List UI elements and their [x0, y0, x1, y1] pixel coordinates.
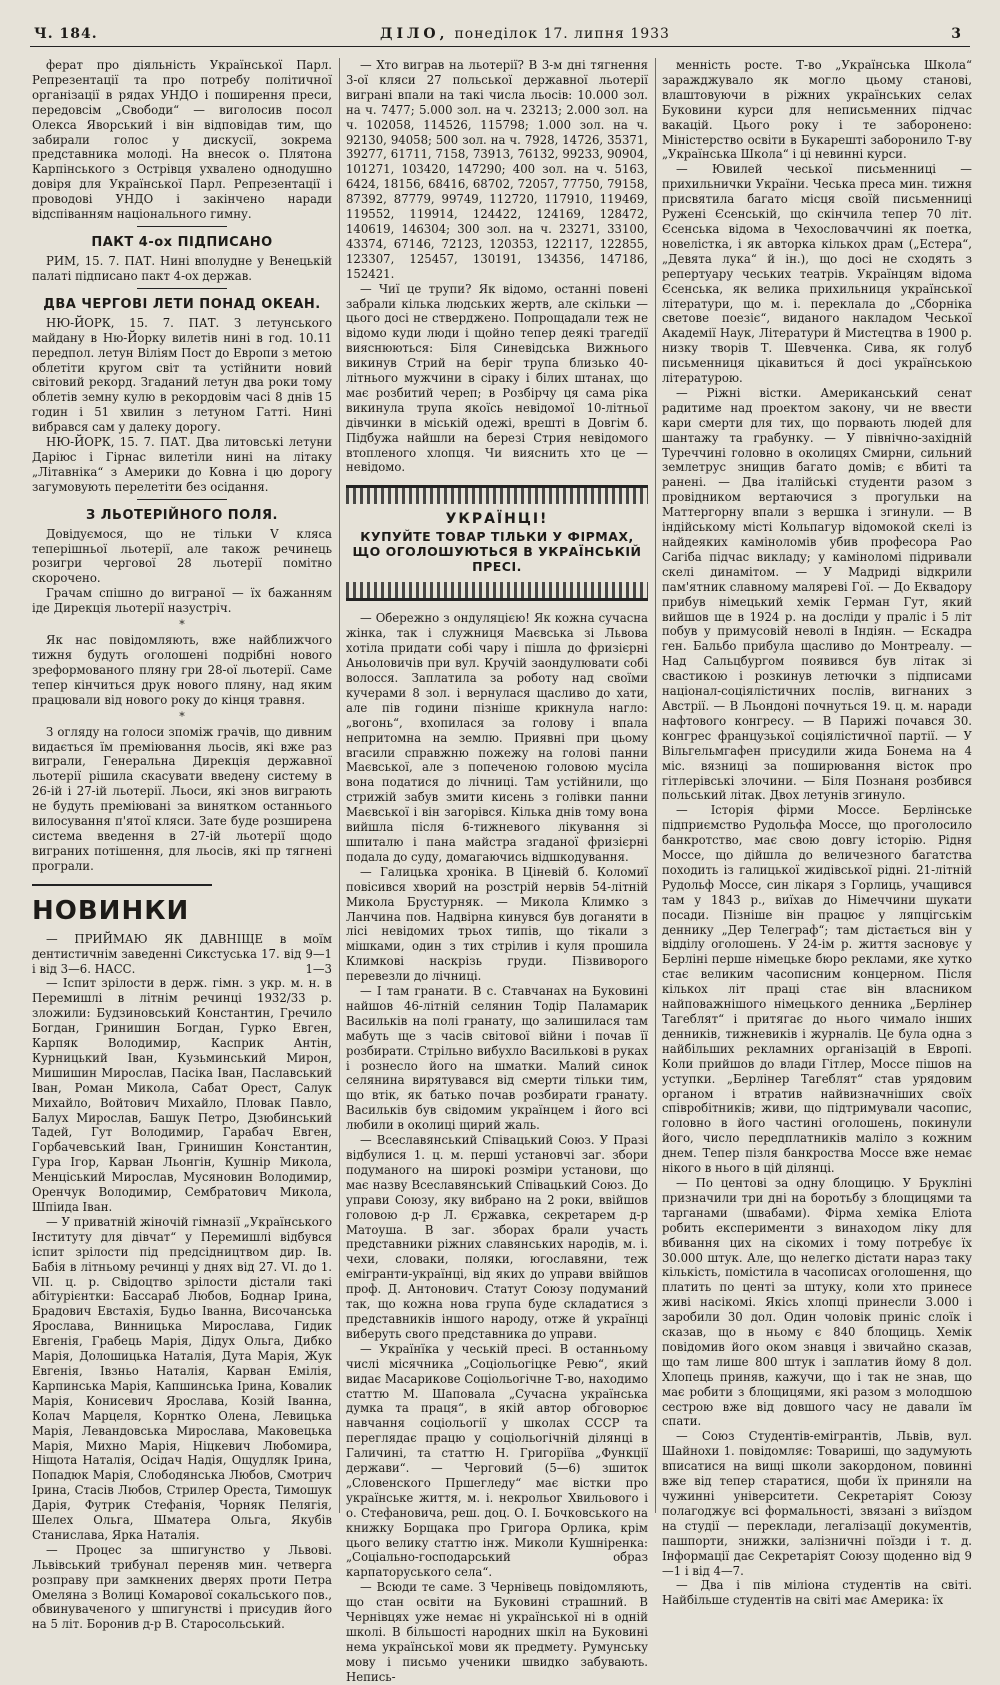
news-item: — Обережно з ондуляцією! Як кожна сучасна жінка, так і служниця Маєвська зі Львова хотіла придати собі чару і пішла до фризієрні Аньоловичів при вул. Кручій заондулювати собі волосся. Заплатила за роботу над своїми кучерами 8 зол. і вернулася щасливо до хати, але пів години пізніше крикнула нагло: „вогонь“, вхопилася за голову і впала непритомна на землю. Приявні при цьому вгасили справжню пожежу на голові панни Маєвської, але з попеченою головою мусіла вона податися до лічниці. Там устійнили, що стрижій забув змити кисень з голівки панни Маєвської і він загорівся. Кілька днів тому вона вийшла після 6-тижневого лікування зі шпиталю і пана майстра згаданої фризієрні подала до суду, домагаючись відшкодування.	[346, 611, 648, 864]
article-paragraph: НЮ-ЙОРК, 15. 7. ПАТ. Два литовські летуни Даріюс і Гірнас вилетіли нині на літаку „Літавніка“ з Америки до Ковна і цю дорогу загумовують перелетіти без осідання.	[32, 435, 332, 494]
separator	[137, 499, 227, 500]
news-item: — По центові за одну блощицю. У Брукліні призначили три дні на боротьбу з блощицями та тарганами (швабами). Фірма хеміка Еліота робить експерименти з винаходом ліку для вбивання цих на сікомих і тому потребує їх 30.000 штук. Але, що нелегко дістати нараз таку кількість, помістила в часописах оголошення, що платить по центі за штуку, коли хто принесе живі насікомі. Якісь хлопці принесли 3.000 і заробили 30 дол. Один чоловік приніс слоїк і сказав, що в ньому є 840 блощиць. Хемік повідомив його оком знавця і звичайно сказав, що там лише 800 штук і заплатив йому 8 дол. Хлопець приняв, кажучи, що і так не знав, що має робити з блощицями, які разом з молодшою сестрою вже від довшого часу не давали їм спати.	[662, 1175, 972, 1429]
masthead-center	[380, 26, 670, 42]
news-item: — Всеславянський Співацький Союз. У Празі відбулися 1. ц. м. перші установчі заг. збори подуманого на широкі розміри установи, що має назву Всеславянський Співацький Союз. До управи Союзу, яку вибрано на 2 роки, ввійшов головою д-р Л. Єржавка, секретарем д-р Матоуша. В заг. зборах брали участь представники ріжних славянських народів, м. і. чехи, словаки, поляки, югославяни, теж емігранти-українці, від яких до управи ввійшов проф. Д. Антонович. Статут Союзу подуманий так, що кожна нова група буде складатися з представників іншого народу, отже й українці виберуть свого представника до управи.	[346, 1133, 648, 1341]
ornament-border	[346, 488, 648, 504]
advertisement-heading: УКРАЇНЦІ!	[445, 511, 549, 528]
column-divider	[655, 58, 656, 1513]
news-item: менність росте. Т-во „Українська Школа“ заражджувало як могло цьому станові, влаштовуючи в ріжних українських селах Буковини курси для неписьменних підчас вакацій. Цього року і те заборонено: Міністерство освіти в Букарешті заборонило Т-ву „Українська Школа“ і ці невинні курси.	[662, 58, 972, 162]
section-rule	[32, 884, 212, 886]
masthead	[30, 24, 970, 47]
news-item-text: — ПРИЙМАЮ ЯК ДАВНІЩЕ в моїм дентистичнім заведенні Сикстуська 17. від 9—1 і від 3—6. НАСС.	[32, 931, 332, 976]
advertisement-box	[346, 485, 648, 601]
column-2	[346, 58, 648, 1684]
column-3	[662, 58, 972, 1608]
news-item: — У приватній жіночій гімназії „Українського Інституту для дівчат“ у Перемишлі відбувся іспит зрілости під предсідництвом дир. Ів. Бабія в літньому речинці у днях від 27. VI. до 1. VII. ц. р. Свідоцтво зрілости дістали такі абітурієнтки: Бассараб Любов, Боднар Ірина, Брадович Евстахія, Будьо Іванна, Височанська Ярослава, Винницька Мирослава, Гидик Евгенія, Грабець Марія, Дідух Ольга, Дибко Марія, Долошицька Наталія, Дута Марія, Жук Евгенія, Івзньо Наталія, Карван Емілія, Карпинська Марія, Капшинська Ірина, Ковалик Марія, Конисевич Ярослава, Козій Іванна, Колач Марцеля, Корнтко Олена, Левицька Марія, Левандовська Мирослава, Маковецька Марія, Михно Марія, Ніцкевич Любомира, Ніщота Наталія, Осідач Надія, Ощудляк Ірина, Попадюк Марія, Слободянська Любов, Смотрич Ірина, Стасів Любов, Стрилер Ореста, Тимошук Дарія, Футрик Стефанія, Чорняк Пелягія, Шелех Ольга, Шматера Ольга, Якубів Станислава, Ярка Наталія.	[32, 1214, 332, 1542]
ad-reference: 1—3	[305, 961, 332, 976]
news-item: — Ювилей чеської письменниці — прихильнички України. Чеська преса мин. тижня присвятила багато місця своїй письменниці Ружені Єсенській, що скінчила тепер 70 літ. Єсенська відома в Чехословаччині як поетка, новелістка, і як авторка кількох драм („Естера“, „Девята лука“ й ін.), що досі не сходять з репертуару чеських театрів. Українцям відома Єсенська, як велика прихильниця української літератури, що м. і. переклала до „Сборніка светове поезіє“, виданого накладом Чеської Академії Наук, Літератури й Мистецтва в 1900 р. низку творів Т. Шевченка. Сива, як голуб письменниця цікавиться й досі українською літературою.	[662, 162, 972, 386]
article-paragraph: РИМ, 15. 7. ПАТ. Нині вполудне у Венецькій палаті підписано пакт 4-ох держав.	[32, 253, 332, 283]
news-item: — Іспит зрілости в держ. гімн. з укр. м. н. в Перемишлі в літнім речинці 1932/33 р. зложили: Будзиновський Константин, Гречило Богдан, Гринишин Богдан, Гурко Евген, Карпяк Володимир, Касприк Антін, Курницький Іван, Кузьминський Мирон, Мишишин Мирослав, Пасіка Іван, Паславський Іван, Роман Микола, Сабат Орест, Салук Михайло, Войтович Михайло, Пловак Павло, Балух Мирослав, Башук Петро, Дзюбинський Тадей, Гут Володимир, Гарабач Евген, Горбачевський Іван, Гринишин Константин, Гура Ігор, Карван Льонгін, Кушнір Микола, Менціський Мирослав, Мусяновин Володимир, Оренчук Володимир, Сембратович Микола, Шпіида Іван.	[32, 976, 332, 1214]
star-separator: *	[179, 709, 185, 723]
article-paragraph: Грачам спішно до виграної — їх бажанням іде Дирекція льотерії назустріч.	[32, 586, 332, 616]
news-item	[32, 932, 332, 977]
article-paragraph: З огляду на голоси зпоміж грачів, що дивним видається їм преміювання льосів, які вже раз виграли, Генеральна Дирекція державної льотерії рішила скасувати введену систему в 26-ій і 27-ій льотерії. Льоси, які знов виграють не будуть преміювані за винятком останнього вилосування п'ятої кляси. Зате буде розширена система введення в 27-ій льотерії щодо виграних потішення, для льосів, які пр тягнені програли.	[32, 724, 332, 873]
newspaper-title: ДІЛО,	[380, 26, 449, 42]
news-item: — Галицька хроніка. В Ціневій б. Коломиї повісився хворий на розстрій нервів 54-літній Микола Брустурняк. — Микола Климко з Ланчина пов. Надвірна кинувся був доганяти в лісі невідомих трьох типів, що тікали з мішками, один з тих стрілив і куля прошила Климкові наскрізь груди. Пізвиворого перевезли до лічниці.	[346, 864, 648, 984]
news-item: — Ріжні вістки. Американський сенат радитиме над проектом закону, чи не ввести кари смерти для тих, що порвають людей для шантажу та грабунку. — У північно-західній Туреччині головно в околицях Смирни, сильний землетрус знищив багато домів; є вбиті та ранені. — Два італійські студенти разом з провідником вертаючися з прогульки на Маттергорну впали з вершка і згинули. — В індійському місті Кольпагур відомокой скелі із найдеяких каміноломів убив професора Рао Сагіба підчас викладу; у каміноломі підривали скелі динамітом. — У Мадриді відкрили пам'ятник славному маляреві Гої. — До Еквадору прибув німецький хемік Герман Гут, який вийшов ще в 1924 р. на досліди у праліс і 5 літ побув у примусовій неволі в Індіян. — Ескадра ген. Бальбо прибула щасливо до Монтреалу. — Над Сальцбургом появився був літак зі свастикою і розкинув летючки з підписами націонал-соціялістичних послів, вигнаних з Австрії. — В Льондоні почнуться 19. ц. м. наради нафтового конгресу. — В Парижі почався 30. конгрес французької соціялістичної партії. — У Вільгельмгафен присудили жида Бонема на 4 міс. вязниці за поширювання вісток про гітлерівські злочини. — Біля Познаня розбився польський літак. Двох летунів згинуло.	[662, 385, 972, 803]
article-paragraph: НЮ-ЙОРК, 15. 7. ПАТ. З летунського майдану в Ню-Йорку вилетів нині в год. 10.11 передпол. летун Віліям Пост до Европи з метою облетіти кругом світ та устійнити новий світовий рекорд. Згаданий летун два роки тому облетів земну кулю в рекордовім часі 8 днів 15 годин і 51 хвилин з летуном Гатті. Нині вибрався сам у далеку дорогу.	[32, 315, 332, 435]
advertisement-text	[346, 504, 648, 582]
issue-number: Ч. 184.	[34, 26, 98, 42]
section-heading-novynky: НОВИНКИ	[32, 895, 190, 926]
news-item: — Союз Студентів-емігрантів, Львів, вул. Шайнохи 1. повідомляє: Товариші, що задумують вписатися на вищі школи закордоном, повинні вже від тепер старатися, щоби їх приняли на чужинні університети. Секретаріят Союзу полагоджує всі формальності, звязані з виїздом на студії — переклади, легалізації документів, пашпорти, знижки, залізничні поїзди і т. д. Інформації дає Секретаріят Союзу щоденно від 9—1 і від 4—7.	[662, 1429, 972, 1578]
news-item: — Історія фірми Моссе. Берлінське підприємство Рудольфа Моссе, що проголосило банкротство, має свою довгу історію. Рідня Моссе, що дійшла до величезного багатства походить із галицької жидівської рідні. 21-літній Рудольф Моссе, син лікаря з Горлиць, учащився там у 1843 р., виїхав до Німеччини шукати посади. Пізніше він працює у ляпцігськім деннику „Дер Телеграф“; там дістається він у відділу оголошень. У 24-ім р. життя засновує у Берліні перше німецьке бюро реклами, яке хутко стає великим часописним концерном. Після кількох літ праці стає він власником найповажнішого німецького денника „Берлінер Тагеблят“ і притягає до нього чимало інших денників, тижневиків і журналів. Це була одна з найбільших рекламних організацій в Европі. Коли прийшов до влади Гітлер, Моссе пішов на уступки. „Берлінер Тагеблят“ став урядовим органом і втратив найвизначніших своїх співробітників; живи, що підтримували часопис, головно в його частині оголошень, покинули його, число передплатників маліло з кожним днем. Тепер пізля банкроства Моссе вже немає нікого в нього в цій ділянці.	[662, 803, 972, 1176]
news-item: — Українїка у чеській пресі. В останньому числі місячника „Соціольогіцке Ревю“, який видає Масарикове Соціольогічне Т-во, находимо статтю М. Шаповала „Сучасна українська думка та праця“, в якій автор обговорює навчання соціольогії у школах СССР та переглядає працю у соціольогічній ділянці в Галичині, та статтю Н. Григоріїва „Функції держави“. — Черговий (5—6) зшиток „Словенского Пршегледу“ має вістки про українське життя, м. і. некрольог Хвильового і о. Стефановича, реш. доц. О. І. Бочковського на книжку Борщака про Григора Орлика, крім цього велику статтю інж. Миколи Кушніренка: „Соціально-господарський образ карпаторуського села“.	[346, 1341, 648, 1580]
news-item: — Хто виграв на льотерії? В 3-м дні тягнення 3-ої кляси 27 польської державної льотерії виграні впали на такі числа льосів: 10.000 зол. на ч. 7477; 5.000 зол. на ч. 23213; 2.000 зол. на ч. 102058, 114526, 115798; 1.000 зол. на ч. 92130, 94058; 500 зол. на ч. 7928, 14726, 35371, 39277, 61711, 7158, 73913, 76132, 99233, 90904, 101271, 103420, 147290; 400 зол. на ч. 5163, 6424, 18156, 68416, 68702, 72057, 77750, 79158, 87392, 87779, 99749, 112720, 117910, 119469, 119552, 119914, 124422, 124169, 128472, 140619, 146304; 300 зол. на ч. 23271, 33100, 43374, 67146, 72123, 120353, 122117, 122855, 123307, 125457, 130191, 134356, 147186, 152421.	[346, 58, 648, 281]
article-paragraph: Як нас повідомляють, вже найближчого тижня будуть оголошені подрібні нового зреформованого пляну гри 28-ої льотерії. Саме тепер кінчиться друк нового пляну, над яким працювали від нового року до кінця травня.	[32, 633, 332, 707]
news-item: — Два і пів міліона студентів на світі. Найбільше студентів на світі має Америка: їх	[662, 1578, 972, 1608]
column-divider	[339, 58, 340, 1513]
news-item: — Чиї це трупи? Як відомо, останні повені забрали кілька людських жертв, але скільки — цього досі не стверджено. Попрощадали теж не відомо куди люди і щойно тепер деякі трагедії вияснюються: Біля Синевідська Вижнього викинув Стрий на беріг трупа близько 40-літнього мужчини в сіраку і білих штанах, що має розбитий череп; в Розбірчу ця сама ріка викинула трупа якоїсь невідомої 10-літньої дівчинки в міській одежі, врешті в Довгім б. Підбужа найшли на березі Стрия невідомого втопленого хлопця. Чи вияснить хто це — невідомо.	[346, 281, 648, 475]
column-1	[32, 58, 332, 1632]
article-paragraph: ферат про діяльність Української Парл. Репрезентації та про потребу політичної організації в рядах УНДО і поширення преси, передовсім „Свободи“ — виголосив посол Олекса Яворський і він відповідав тим, що забирали голос у дискусії, зокрема представника молоді. На внесок о. Плятона Карпінського з Острівця ухвалено однодушно довіря для Української Парл. Репрезентації і проводові УНДО і закінчено наради відспіванням національного гимну.	[32, 58, 332, 222]
news-item: — Всюди те саме. З Чернівець повідомляють, що стан освіти на Буковині страшний. В Чернівцях уже немає ні української ні в одній школі. В більшості народних шкіл на Буковині нема української мови як предмету. Румунську мову і письмо ученики швидко забувають. Непись-	[346, 1580, 648, 1684]
page-number: 3	[951, 26, 962, 42]
article-heading: ПАКТ 4-ох ПІДПИСАНО	[91, 234, 273, 250]
news-item: — Процес за шпигунство у Львові. Львівський трибунал переняв мин. четверга розправу при замкнених дверях проти Петра Омеляна з Волиці Комарової сокальського пов., обвинуваченого у шпигунстві і присудив його на 5 літ. Боронив д-р В. Старосольський.	[32, 1542, 332, 1632]
article-heading: ДВА ЧЕРГОВІ ЛЕТИ ПОНАД ОКЕАН.	[43, 296, 321, 312]
separator	[137, 226, 227, 227]
ornament-border	[346, 582, 648, 598]
separator	[137, 288, 227, 289]
article-paragraph: Довідуємося, що не тільки V кляса теперішньої льотерії, але також речинець розигри чергової 28 льотерії помітно скорочено.	[32, 526, 332, 586]
star-separator: *	[179, 618, 185, 632]
article-heading: З ЛЬОТЕРІЙНОГО ПОЛЯ.	[86, 507, 278, 523]
advertisement-body: КУПУЙТЕ ТОВАР ТІЛЬКИ У ФІРМАХ, ЩО ОГОЛОШУЮТЬСЯ В УКРАЇНСЬКІЙ ПРЕСІ.	[352, 529, 642, 575]
news-item: — І там гранати. В с. Ставчанах на Буковині найшов 46-літній селянин Тодір Паламарик Васильків на полі гранату, що залишилася там мабуть ще з часів світової війни і почав її розбирати. Стрільно вибухло Василькові в руках і рознесло його на шматки. Малий синок селянина вирятувався від смерти тільки тим, що втік, як батько почав розбирати гранату. Васильків був свідомим українцем і його всі любили в околиці щирий жаль.	[346, 984, 648, 1133]
issue-date: понеділок 17. липня 1933	[454, 26, 670, 42]
